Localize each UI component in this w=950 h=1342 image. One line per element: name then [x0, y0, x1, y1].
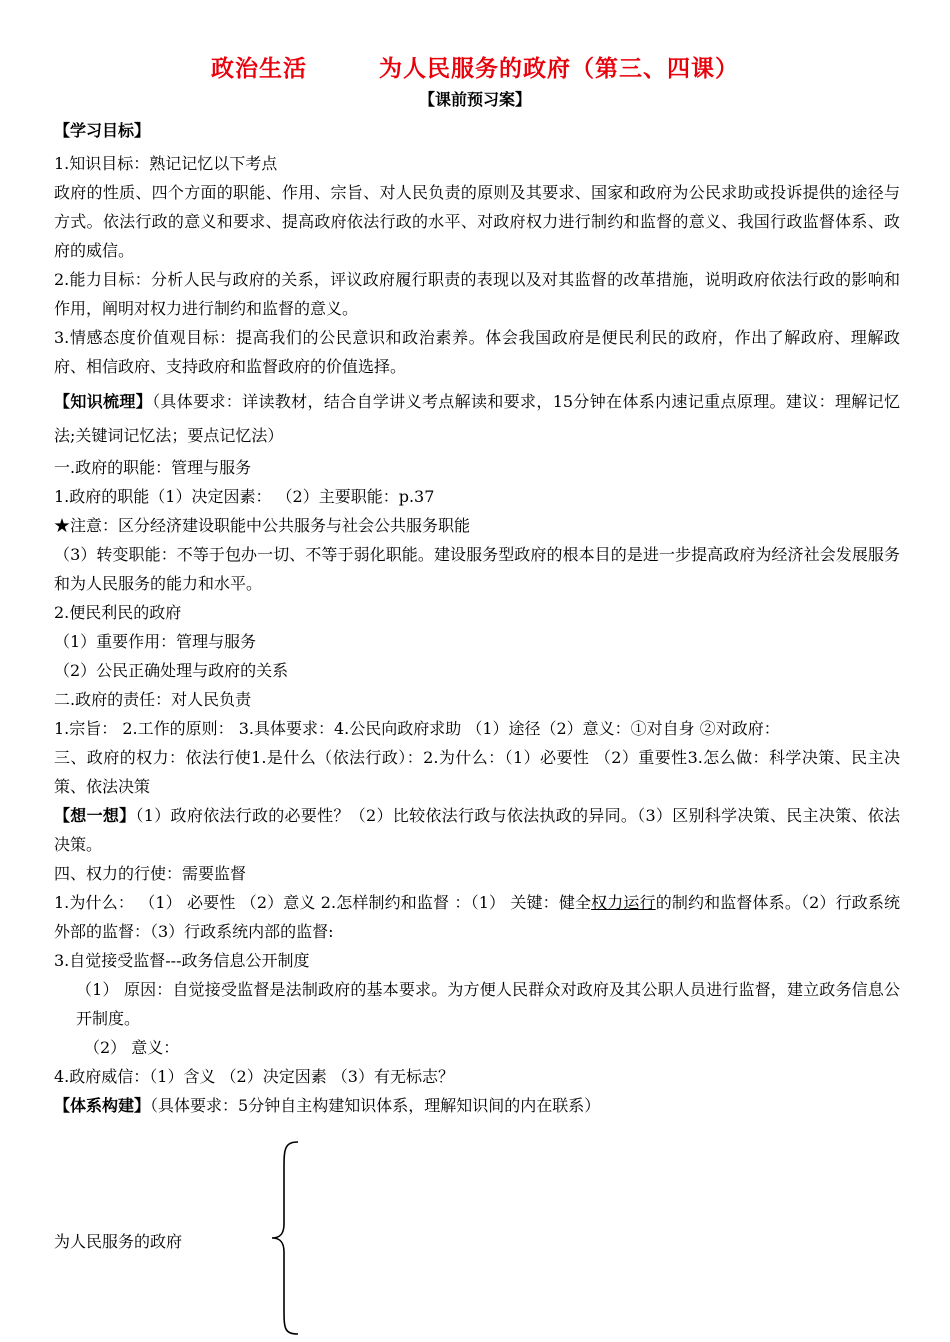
goal-line: 2.能力目标：分析人民与政府的关系，评议政府履行职责的表现以及对其监督的改革措施，说明政府依法行政的影响和作用，阐明对权力进行制约和监督的意义。	[54, 270, 900, 318]
document-body	[54, 116, 900, 1120]
supervision-title: 四、权力的行使：需要监督	[54, 864, 247, 883]
supervision-line: （2） 意义：	[84, 1038, 180, 1057]
knowledge-line: 三、政府的权力：依法行使1.是什么（依法行政）：2.为什么：（1）必要性 （2）重要性3.怎么做：科学决策、民主决策、依法决策	[54, 748, 900, 796]
supervision-line	[54, 888, 900, 946]
knowledge-line: 二.政府的责任：对人民负责	[54, 690, 252, 709]
knowledge-system-diagram	[54, 1140, 354, 1340]
supervision-text: 1.为什么： （1） 必要性 （2）意义 2.怎样制约和监督 ：（1） 关键：健全	[54, 893, 592, 912]
system-paragraph	[54, 1091, 900, 1120]
supervision-line: 4.政府威信：（1）含义 （2）决定因素 （3）有无标志？	[54, 1067, 454, 1086]
knowledge-requirement: （具体要求：详读教材，结合自学讲义考点解读和要求，15分钟在体系内速记重点原理。建议：理解记忆法;关键词记忆法；要点记忆法）	[54, 392, 900, 445]
think-paragraph	[54, 801, 900, 859]
knowledge-line: （1）重要作用：管理与服务	[54, 632, 257, 651]
goal-line: 3.情感态度价值观目标：提高我们的公民意识和政治素养。体会我国政府是便民利民的政府，作出了解政府、理解政府、相信政府、支持政府和监督政府的价值选择。	[54, 328, 900, 376]
think-heading: 【想一想】	[54, 806, 136, 825]
document-title: 政治生活 为人民服务的政府（第三、四课）	[210, 56, 740, 82]
underlined-term: 权力运行	[591, 893, 656, 912]
system-heading: 【体系构建】	[54, 1096, 151, 1115]
knowledge-line: 1.宗旨： 2.工作的原则： 3.具体要求：4.公民向政府求助 （1）途径（2）意义：①对自身 ②对政府：	[54, 719, 780, 738]
document-subtitle: 【课前预习案】	[418, 90, 531, 109]
think-text: （1）政府依法行政的必要性？（2）比较依法行政与依法执政的异同。（3）区别科学决策、民主决策、依法决策。	[54, 806, 900, 854]
knowledge-heading: 【知识梳理】	[54, 392, 153, 411]
goal-line: 1.知识目标：熟记记忆以下考点	[54, 154, 278, 173]
tree-root-label: 为人民服务的政府	[54, 1232, 183, 1251]
knowledge-line: ★注意：区分经济建设职能中公共服务与社会公共服务职能	[54, 516, 471, 535]
knowledge-paragraph	[54, 385, 900, 453]
curly-brace-icon	[266, 1140, 306, 1336]
knowledge-line: 一.政府的职能：管理与服务	[54, 458, 252, 477]
knowledge-line: 1.政府的职能（1）决定因素： （2）主要职能：p.37	[54, 487, 435, 506]
knowledge-line: （3）转变职能：不等于包办一切、不等于弱化职能。建设服务型政府的根本目的是进一步提高政府为经济社会发展服务和为人民服务的能力和水平。	[54, 545, 900, 593]
knowledge-line: （2）公民正确处理与政府的关系	[54, 661, 289, 680]
supervision-text: 的制约和监督体系。（2）行政系统外部的监督：（3）行政系统内部的监督:	[54, 893, 900, 941]
goals-heading: 【学习目标】	[54, 121, 151, 140]
supervision-line: 3.自觉接受监督---政务信息公开制度	[54, 951, 310, 970]
goal-line: 政府的性质、四个方面的职能、作用、宗旨、对人民负责的原则及其要求、国家和政府为公民求助或投诉提供的途径与方式。依法行政的意义和要求、提高政府依法行政的水平、对政府权力进行制约和监督的意义、我国行政监督体系、政府的威信。	[54, 183, 900, 260]
supervision-line: （1） 原因：自觉接受监督是法制政府的基本要求。为方便人民群众对政府及其公职人员进行监督，建立政务信息公开制度。	[76, 980, 900, 1028]
knowledge-line: 2.便民利民的政府	[54, 603, 182, 622]
system-requirement: （具体要求：5分钟自主构建知识体系，理解知识间的内在联系）	[150, 1096, 601, 1115]
